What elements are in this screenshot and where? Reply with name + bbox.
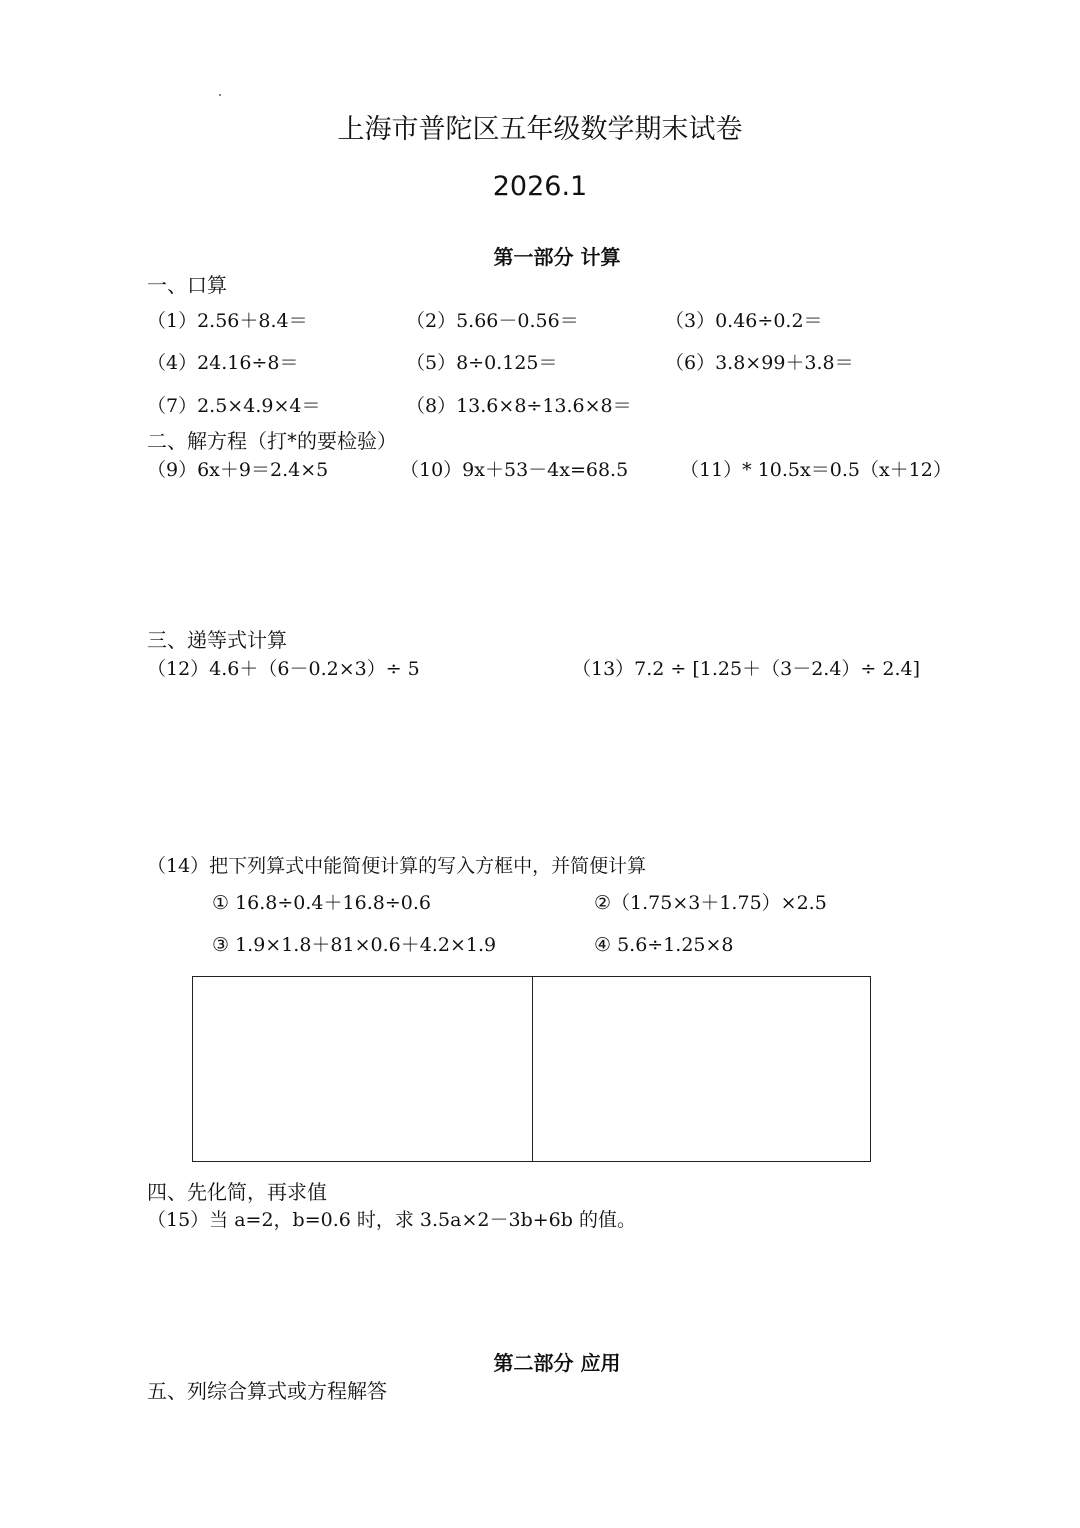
section-5-heading: 五、列综合算式或方程解答 [147,1379,387,1403]
section-4-heading: 四、先化简，再求值 [147,1180,327,1204]
equation-10: （10）9x＋53－4x=68.5 [400,459,629,481]
section-3-heading: 三、递等式计算 [147,628,287,652]
q14-option-1: ① 16.8÷0.4＋16.8÷0.6 [212,892,431,914]
answer-box [192,976,871,1162]
section-1-heading: 一、口算 [147,273,227,297]
oral-item-7: （7）2.5×4.9×4＝ [147,395,321,417]
section-2-heading: 二、解方程（打*的要检验） [147,429,397,453]
equation-9: （9）6x＋9＝2.4×5 [147,459,329,481]
oral-item-4: （4）24.16÷8＝ [147,352,299,374]
oral-item-6: （6）3.8×99＋3.8＝ [665,352,854,374]
equation-11: （11）* 10.5x＝0.5（x＋12） [680,459,952,481]
q14-prompt: （14）把下列算式中能简便计算的写入方框中，并简便计算 [147,855,647,877]
calc-12: （12）4.6＋（6－0.2×3）÷ 5 [147,658,420,680]
exam-date: 2026.1 [492,171,588,202]
exam-title: 上海市普陀区五年级数学期末试卷 [337,114,743,145]
scan-speck [219,94,221,96]
oral-item-1: （1）2.56＋8.4＝ [147,310,308,332]
part2-title: 第二部分 应用 [493,1351,621,1375]
question-15: （15）当 a=2，b=0.6 时，求 3.5a×2－3b+6b 的值。 [147,1209,636,1231]
oral-item-2: （2）5.66－0.56＝ [406,310,579,332]
oral-item-8: （8）13.6×8÷13.6×8＝ [406,395,632,417]
q14-option-3: ③ 1.9×1.8＋81×0.6＋4.2×1.9 [212,934,497,956]
q14-option-2: ②（1.75×3＋1.75）×2.5 [594,892,827,914]
q14-option-4: ④ 5.6÷1.25×8 [594,934,734,956]
oral-item-5: （5）8÷0.125＝ [406,352,558,374]
calc-13: （13）7.2 ÷ [1.25＋（3－2.4）÷ 2.4] [572,658,921,680]
part1-title: 第一部分 计算 [493,245,621,269]
answer-box-divider [532,977,533,1161]
oral-item-3: （3）0.46÷0.2＝ [665,310,823,332]
